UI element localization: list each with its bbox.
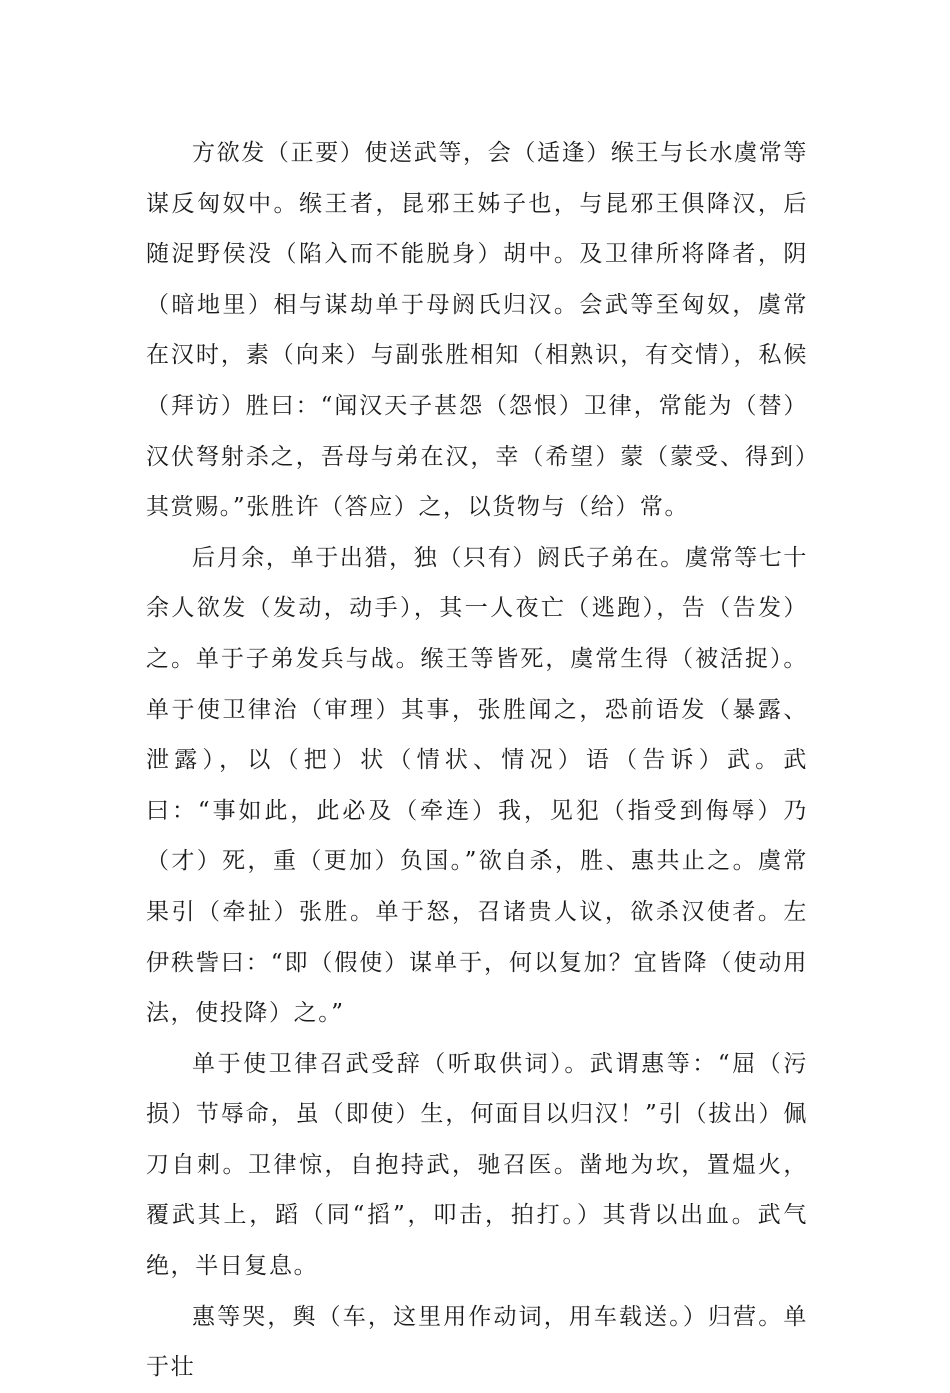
paragraph-1: 方欲发（正要）使送武等，会（适逢）缑王与长水虞常等谋反匈奴中。缑王者，昆邪王姊子也，与昆邪王俱降汉，后随浞野侯没（陷入而不能脱身）胡中。及卫律所将降者，阴（暗地里）相与谋劫单于母阏氏归汉。会武等至匈奴，虞常在汉时，素（向来）与副张胜相知（相熟识，有交情），私候（拜访）胜曰：“闻汉天子甚怨（怨恨）卫律，常能为（替）汉伏弩射杀之，吾母与弟在汉，幸（希望）蒙（蒙受、得到）其赏赐。”张胜许（答应）之，以货物与（给）常。 bbox=[146, 140, 808, 521]
document-body bbox=[146, 128, 808, 1393]
paragraph-2: 后月余，单于出猎，独（只有）阏氏子弟在。虞常等七十余人欲发（发动，动手），其一人夜亡（逃跑），告（告发）之。单于子弟发兵与战。缑王等皆死，虞常生得（被活捉）。单于使卫律治（审理）其事，张胜闻之，恐前语发（暴露、泄露），以（把）状（情状、情况）语（告诉）武。武曰：“事如此，此必及（牵连）我，见犯（指受到侮辱）乃（才）死，重（更加）负国。”欲自杀，胜、惠共止之。虞常果引（牵扯）张胜。单于怒，召诸贵人议，欲杀汉使者。左伊秩訾曰：“即（假使）谋单于，何以复加？宜皆降（使动用法，使投降）之。” bbox=[146, 544, 808, 1027]
paragraph-3: 单于使卫律召武受辞（听取供词）。武谓惠等：“屈（污损）节辱命，虽（即使）生，何面目以归汉！”引（拔出）佩刀自刺。卫律惊，自抱持武，驰召医。凿地为坎，置煴火，覆武其上，蹈（同“搯”，叩击，拍打。）其背以出血。武气绝，半日复息。 bbox=[146, 1050, 808, 1280]
paragraph-4: 惠等哭，舆（车，这里用作动词，用车载送。）归营。单于壮 bbox=[146, 1303, 808, 1381]
